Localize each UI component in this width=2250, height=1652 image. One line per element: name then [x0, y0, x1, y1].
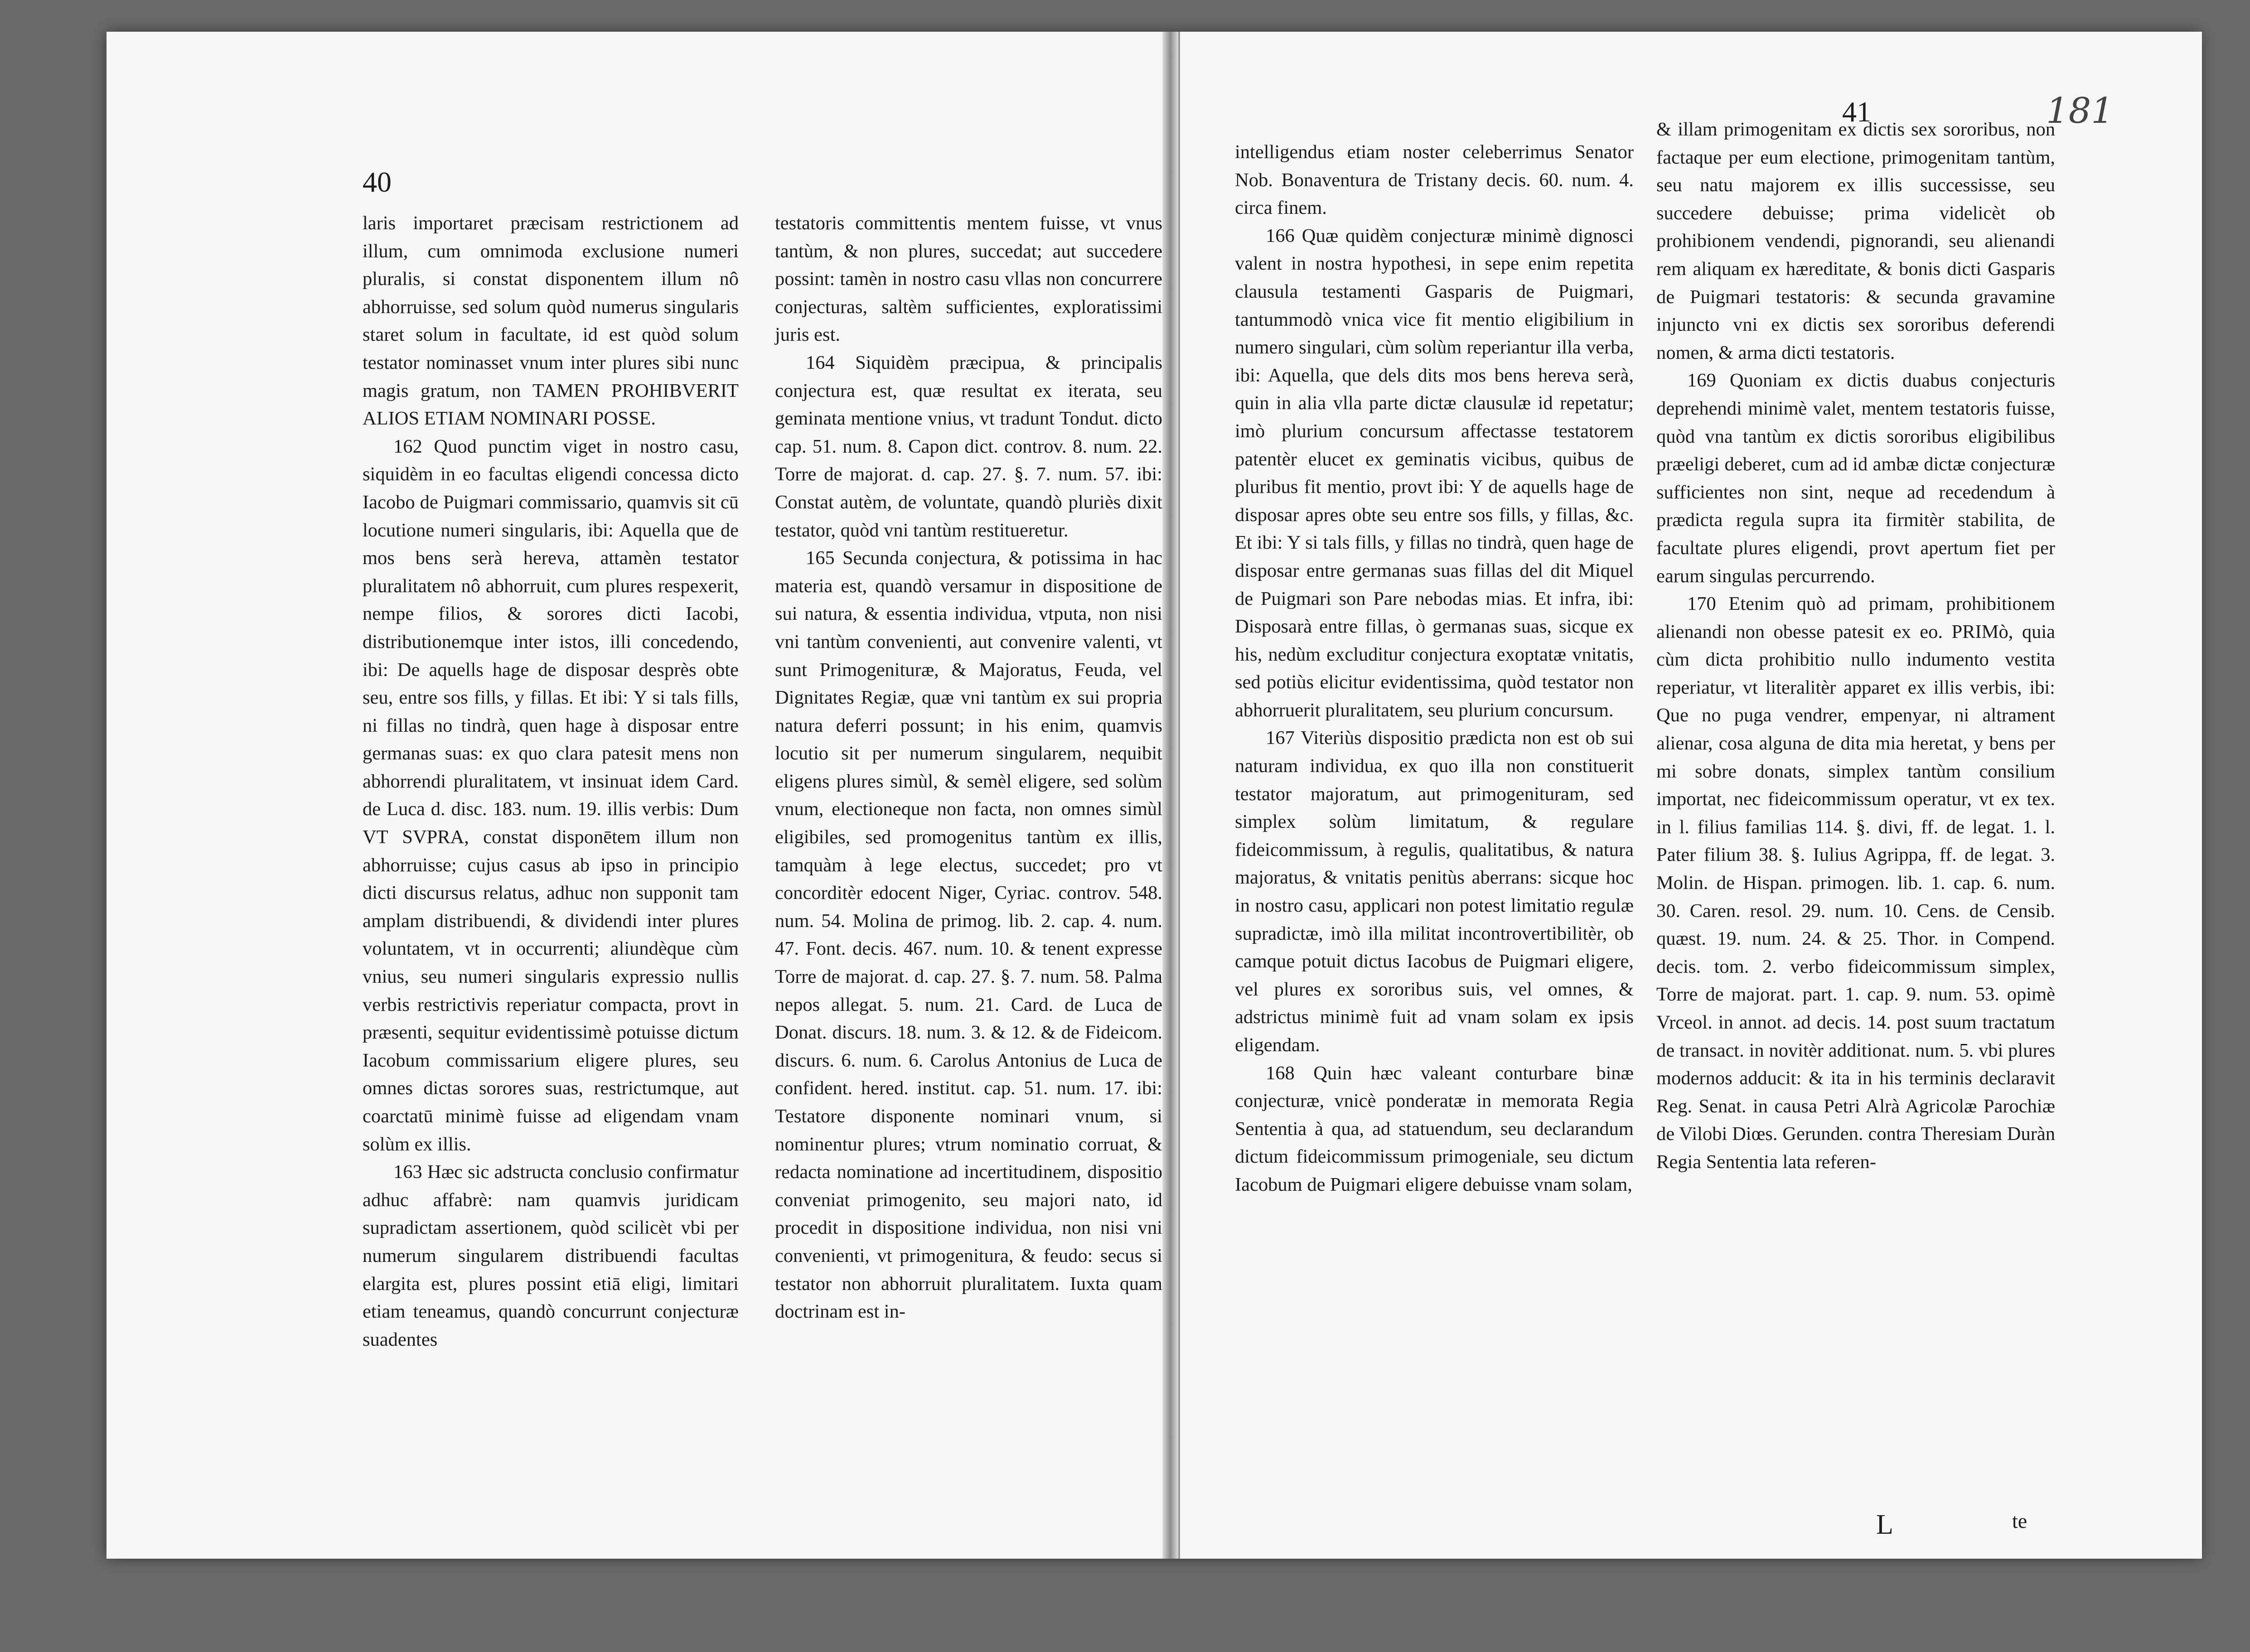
paragraph-164: 164 Siquidèm præcipua, & principalis conjectura est, quæ resultat ex iterata, seu geminata mentione vnius, vt tradunt Tondut. dicto cap. 51. num. 8. Capon dict. controv. 8. num. 22. Torre de majorat. d. cap. 27. §. 7. num. 57. ibi: Constat autèm, de voluntate, quandò pluriès dixit testator, quòd vni tantùm restitueretur. — [775, 352, 1162, 541]
page-number-left: 40 — [363, 166, 392, 198]
paragraph-166: 166 Quæ quidèm conjecturæ minimè dignosci valent in nostra hypothesi, in sepe enim repetita clausula testamenti Gasparis de Puigmari, tantummodò vnica vice fit mentio eligibilium in numero singulari, cùm solùm reperiantur illa verba, ibi: Aquella, que dels dits mos bens hereva serà, quin in alia vlla parte dictæ clausulæ id repetatur; imò plurium concursum affectasse testatorem patentèr elucet ex geminatis vicibus, quibus de pluribus fit mentio, provt ibi: Y de aquells hage de disposar apres obte seu entre sos fills, y fillas, &c. Et ibi: Y si tals fills, y fillas no tindrà, quen hage de disposar entre germanas suas fillas del dit Miquel de Puigmari son Pare nebodas mias. Et infra, ibi: Disposarà entre fillas, ò germanas suas, sicque ex his, nedùm excluditur conjectura exoptatæ vnitatis, sed potiùs elicitur evidentissima, quòd testator non abhorruerit pluralitatem, seu plurium concursum. — [1235, 225, 1634, 721]
left-page — [106, 32, 1163, 1559]
paragraph-169: 169 Quoniam ex dictis duabus conjecturis deprehendi minimè valet, mentem testatoris fuisse, quòd vna tantùm ex dictis sororibus eligibilibus præeligi deberet, cum ad id ambæ dictæ conjecturæ sufficientes non sint, neque ad recedendum à prædicta regula supra ita firmitèr stabilita, de facultate plures eligendi, provt apertum fiet per earum singulas percurrendo. — [1656, 370, 2055, 587]
right-page-column-1 — [1235, 138, 1634, 1199]
page-number-right: 41 — [1842, 96, 1871, 128]
paragraph: testatoris committentis mentem fuisse, vt vnus tantùm, & non plures, succedat; aut succedere possint: tamèn in nostro casu vllas non concurrere conjecturas, saltèm sufficientes, exploratissimi juris est. — [775, 213, 1162, 346]
paragraph: laris importaret præcisam restrictionem ad illum, cum omnimoda exclusione numeri pluralis, si constat disponentem illum nô abhorruisse, sed solum quòd numerus singularis staret solum in facultate, id est quòd solum testator nominasset vnum inter plures sibi nunc magis gratum, non TAMEN PROHIBVERIT ALIOS ETIAM NOMINARI POSSE. — [363, 213, 739, 430]
right-page-column-2 — [1656, 116, 2055, 1176]
paragraph-163: 163 Hæc sic adstructa conclusio confirmatur adhuc affabrè: nam quamvis juridicam supradictam assertionem, quòd scilicèt vbi per numerum singularem distribuendi facultas elargita est, plures possint etiā eligi, limitari etiam teneamus, quandò concurrunt conjecturæ suadentes — [363, 1161, 739, 1350]
paragraph: intelligendus etiam noster celeberrimus Senator Nob. Bonaventura de Tristany decis. 60. num. 4. circa finem. — [1235, 141, 1634, 219]
paragraph-165: 165 Secunda conjectura, & potissima in hac materia est, quandò versamur in dispositione de sui natura, & essentia individua, vtputa, non nisi vni tantùm convenienti, aut convenire valenti, vt sunt Primogenituræ, & Majoratus, Feuda, vel Dignitates Regiæ, quæ vni tantùm ex sui propria natura deferri possunt; in his enim, quamvis locutio sit per numerum singularem, nequibit eligens plures simùl, & semèl eligere, sed solùm vnum, electioneque non facta, non omnes simùl eligibiles, sed promogenitus tantùm ex illis, tamquàm à lege electus, succedet; pro vt concorditèr edocent Niger, Cyriac. controv. 548. num. 54. Molina de primog. lib. 2. cap. 4. num. 47. Font. decis. 467. num. 10. & tenent expresse Torre de majorat. d. cap. 27. §. 7. num. 58. Palma nepos allegat. 5. num. 21. Card. de Luca de Donat. discurs. 18. num. 3. & 12. & de Fideicom. discurs. 6. num. 6. Carolus Antonius de Luca de confident. hered. institut. cap. 51. num. 17. ibi: Testatore disponente nominari vnum, si nominentur plures; vtrum nominatio corruat, & redacta nominatione ad incertitudinem, dispositio conveniat primogenito, seu majori nato, id procedit in dispositione individua, non nisi vni convenienti, vt primogenitura, & feudo: secus si testator non abhorruit pluralitatem. Iuxta quam doctrinam est in- — [775, 547, 1162, 1323]
paragraph-162: 162 Quod punctim viget in nostro casu, siquidèm in eo facultas eligendi concessa dicto Iacobo de Puigmari commissario, quamvis sit cū locutione numeri singularis, ibi: Aquella que de mos bens serà hereva, attamèn testator pluralitatem nô abhorruit, cum plures respexerit, nempe filios, & sorores dicti Iacobi, distributionemque inter istos, illi concedendo, ibi: De aquells hage de disposar desprès obte seu, entre sos fills, y fillas. Et ibi: Y si tals fills, ni fillas no tindrà, quen hage à disposar entre germanas suas: ex quo clara patesit mens non abhorrendi pluralitatem, vt insinuat idem Card. de Luca d. disc. 183. num. 19. illis verbis: Dum VT SVPRA, constat disponētem illum non abhorruisse; cujus casus ab ipso in principio dicti discursus relatus, adhuc non supponit tam amplam distribuendi, & dividendi inter plures voluntatem, vt in occurrenti; aliundèque cùm vnius, seu numeri singularis expressio nullis verbis restrictivis reperiatur compacta, provt in præsenti, sequitur evidentissimè potuisse dictum Iacobum commissarium eligere plures, seu omnes dictas sorores suas, restrictumque, aut coarctatū minimè fuisse ad eligendam vnam solùm ex illis. — [363, 435, 739, 1155]
paragraph: & illam primogenitam ex dictis sex sororibus, non factaque per eum electione, primogenitam tantùm, seu natu majorem ex illis successisse, seu succedere debuisse; prima videlicèt ob prohibionem vendendi, pignorandi, seu alienandi rem aliquam ex hæreditate, & bonis dicti Gasparis de Puigmari testatoris: & secunda gravamine injuncto vni ex dictis sex sororibus deferendi nomen, & arma dicti testatoris. — [1656, 119, 2055, 363]
paragraph-170: 170 Etenim quò ad primam, prohibitionem alienandi non obesse patesit ex eo. PRIMò, quia cùm dicta prohibitio nullo indumento vestita reperiatur, vt literalitèr apparet ex illis verbis, ibi: Que no puga vendrer, empenyar, ni altrament alienar, cosa alguna de dita mia heretat, y bens per mi sobre donats, simplex tantùm consilium importat, nec fideicommissum operatur, vt ex tex. in l. filius familias 114. §. divi, ff. de legat. 1. l. Pater filium 38. §. Iulius Agrippa, ff. de legat. 3. Molin. de Hispan. primogen. lib. 1. cap. 6. num. 30. Caren. resol. 29. num. 10. Cens. de Censib. quæst. 19. num. 24. & 25. Thor. in Compend. decis. tom. 2. verbo fideicommissum simplex, Torre de majorat. part. 1. cap. 9. num. 53. opimè Vrceol. in annot. ad decis. 14. post suum tractatum de transact. in novitèr additionat. num. 5. vbi plures modernos adducit: & ita in his terminis declaravit Reg. Senat. in causa Petri Alrà Agricolæ Parochiæ de Vilobi Diœs. Gerunden. contra Theresiam Duràn Regia Sententia lata referen- — [1656, 593, 2055, 1173]
book-gutter — [1162, 32, 1178, 1559]
left-page-column-1 — [363, 209, 739, 1353]
paragraph-167: 167 Viteriùs dispositio prædicta non est ob sui naturam individua, ex quo illa non constituerit testator majoratum, aut primogenituram, sed simplex solùm limitatum, & regulare fideicommissum, à regulis, qualitatibus, & natura majoratus, & vnitatis penitùs aberrans: sicque hoc in nostro casu, applicari non potest limitatio regulæ supradictæ, imò illa militat incontrovertibilitèr, ob camque potuit dictus Iacobus de Puigmari eligere, vel plures ex sororibus suis, vel omnes, & adstrictus minimè fuit ad vnam solam ex ipsis eligendam. — [1235, 727, 1634, 1056]
left-page-column-2 — [775, 209, 1162, 1326]
handwritten-folio-number: 181 — [2046, 91, 2114, 131]
catchword: te — [2012, 1509, 2027, 1532]
signature-mark: L — [1876, 1509, 1902, 1540]
paragraph-168: 168 Quin hæc valeant conturbare binæ conjecturæ, vnicè ponderatæ in memorata Regia Sententia à qua, ad statuendum, seu declarandum dictum fideicommissum primogeniale, seu dictum Iacobum de Puigmari eligere debuisse vnam solam, — [1235, 1062, 1634, 1195]
